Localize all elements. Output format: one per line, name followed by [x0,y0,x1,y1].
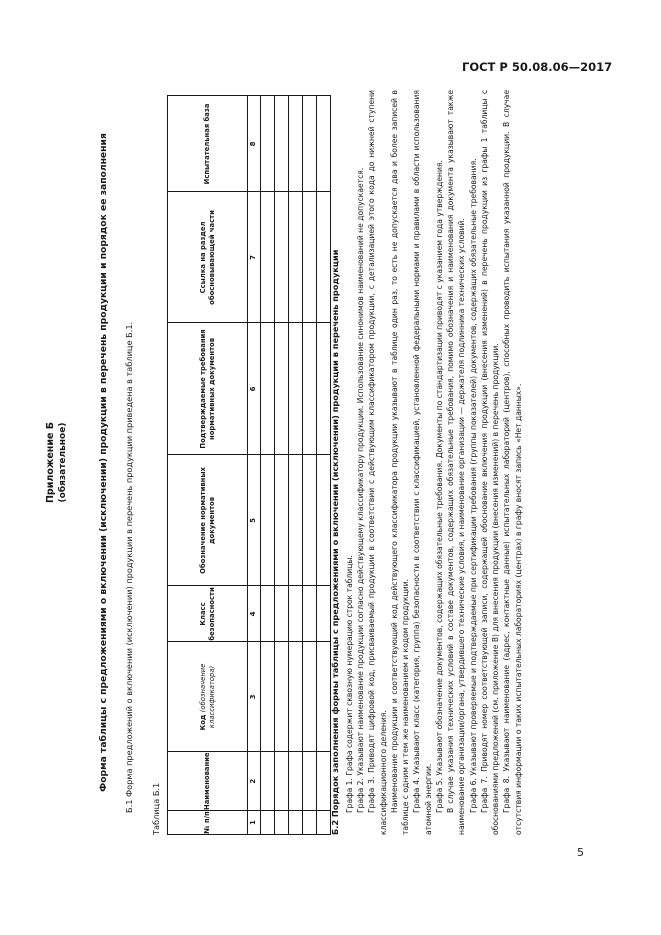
header-code-classifier: (обозначение классификатора) [198,663,216,729]
rule-paragraph: Графа 6. Указывают проверяемые и подтверждаемые при сертификации требования (группы показателей) документов, содержащих обязательные требования. [468,158,478,813]
column-number: 8 [248,96,261,192]
column-number: 4 [248,586,261,642]
rule-paragraph: Графа 2. Указывают наименование продукции согласно действующему классификатору продукции. Использование синонимов наименований не допускается. [356,167,366,813]
appendix-title: Приложение Б [45,422,56,504]
table-caption: Таблица Б.1 [151,782,161,835]
rule-paragraph: Графа 5. Указывают обозначение документов, содержащих обязательные требования. Документы по стандартизации приводят с указанием года утверждения. [434,160,444,813]
header-code [168,642,248,752]
header-name: Наименование [168,752,248,811]
column-number: 6 [248,323,261,455]
standard-code-header: ГОСТ Р 50.08.06—2017 [462,60,613,74]
form-table [167,95,331,835]
rule-paragraph: Наименование продукции и соответствующий код действующего классификатора продукции указывают в таблице один раз, то есть не допускается два и более записей в таблице с одним и тем же наименованием и кодом продукции. [389,90,411,835]
column-number: 3 [248,642,261,752]
rule-paragraph: Графа 8. Указывают наименование (адрес, контактные данные) испытательных лабораторий (центров), способных проводить испытания указанной продукции. В случае отсутствия информации о таких испытательных лабораториях (центрах) в графу вносят запись «Нет данных». [502,90,523,835]
rules-body [344,90,524,835]
empty-table-row [261,96,275,835]
column-number: 2 [248,752,261,811]
empty-table-row [317,96,331,835]
header-number: № п/п [168,811,248,835]
rule-paragraph: Графа 3. Приводят цифровой код, присваиваемый продукции в соответствии с действующим классификатором продукции, с детализацией этого кода до нижней ступени классификационного деления. [367,90,388,835]
column-number-row [248,96,261,835]
rule-paragraph: Графа 1. Графа содержит сквозную нумерацию строк таблицы. [345,555,354,813]
rotated-page-content [40,90,600,835]
rules-title: Б.2 Порядок заполнения формы таблицы с предложениями о включении (исключении) продукции в перечень продукции [330,249,340,835]
empty-table-row [303,96,317,835]
header-code-label: Код [198,714,207,731]
header-requirements: Подтверждаемые требования нормативных документов [168,323,248,455]
intro-paragraph: Б.1 Форма предложений о включении (исключении) продукции в перечень продукции приведена в таблице Б.1. [124,321,134,813]
rule-paragraph: В случае указания технических условий в составе документов, содержащих обязательные требования, помимо обозначения и наименования документа указывают также наименование организации/органа, утвердившего технические условия, и наименование организации — держателя подлинника технических условий. [446,90,467,835]
section-title: Форма таблицы с предложениями о включении (исключении) продукции в перечень продукции и порядок ее заполнения [98,133,109,792]
page-number: 5 [577,846,584,859]
column-number: 1 [248,811,261,835]
column-number: 7 [248,192,261,323]
header-test-base: Испытательная база [168,96,248,192]
table-header-row [168,96,248,835]
appendix-subtitle: (обязательное) [58,422,68,503]
header-safety-class: Класс безопасности [168,586,248,642]
column-number: 5 [248,455,261,586]
header-section-reference: Ссылка на раздел обосновывающей части [168,192,248,323]
header-normative-docs: Обозначение нормативных документов [168,455,248,586]
rule-paragraph: Графа 4. Указывают класс (категория, группа) безопасности в соответствии с классификацией, установленной федеральными нормами и правилами в области использования атомной энергии. [412,90,433,835]
empty-table-row [289,96,303,835]
rule-paragraph: Графа 7. Приводят номер соответствующей записи, содержащей обоснование включения продукции (внесения изменений) в перечень продукции из графы 1 таблицы с обоснованиями предложений (см. приложение В) для внесения продукции (внесения изменений) в перечень продукции. [479,90,501,835]
empty-table-row [275,96,289,835]
